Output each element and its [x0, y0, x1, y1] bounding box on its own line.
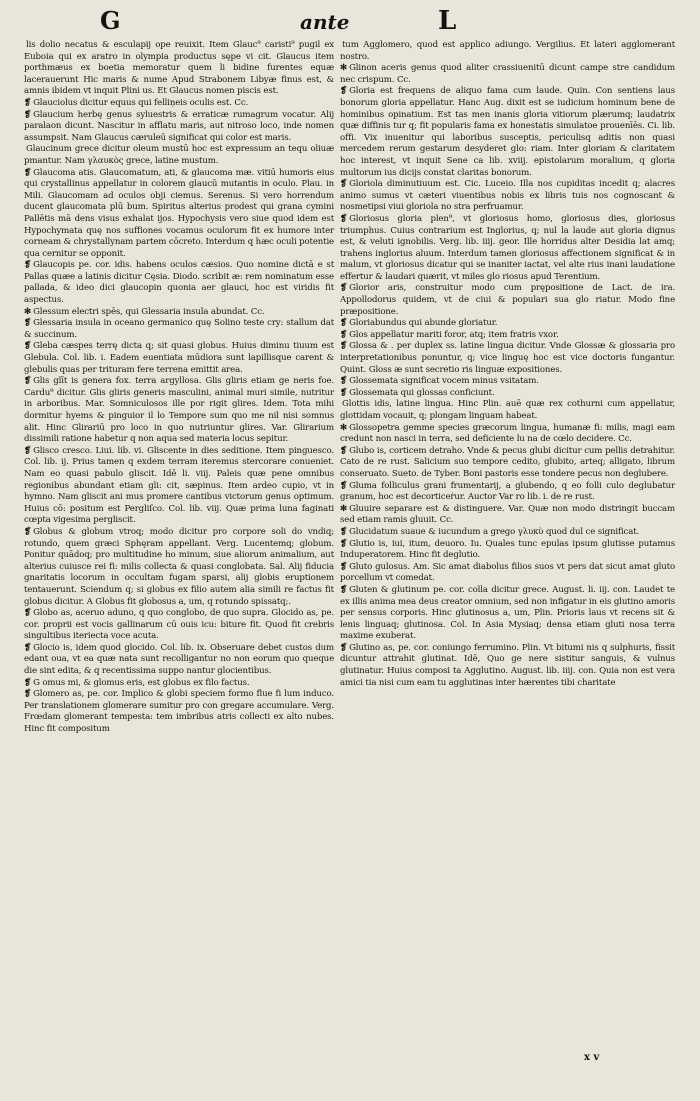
- entry-text: Globo as, aceruo aduno, q quo conglobo, de quo supra. Glocido as, pe. cor. proprii est vocis gallinarum cū ouis icu: biture fit. Quod fit crebris singultibus iteriecta voce acuta.: [24, 608, 334, 642]
- dictionary-entry: [24, 40, 334, 98]
- dictionary-entry: [340, 40, 675, 63]
- entry-text: Glisco cresco. Liui. lib. vi. Gliscente in dies seditione. Item pinguesco. Col. lib. ij. Prius tamen q exdem terram iteremus stercorare conueniet. Nam eo quasi pabulo gliscit. Idē li. viij. Paleis quæ pene omnibus regionibus abundant etiam gli: cit, sæpinus. Item ardeo cupio, vt in hymno. Nam gliscit ani mus promere cantibus victorum genus optimum. Huius cō: positum est Pergliſco. Col. lib. viij. Quæ prima luna faginati cœpta vigesima pergliscit.: [24, 445, 334, 526]
- dictionary-entry: [340, 283, 675, 318]
- pilcrow-mark-icon: ❡: [24, 318, 32, 329]
- entry-text: Glessaria insula in oceano germanico quę Solino teste cry: stallum dat & succinum.: [24, 318, 334, 340]
- entry-text: Globus & globum vtroq; modo dicitur pro corpore soli do vndiq; rotundo, quem græci Sphęram appellant. Verg. Lucentemq; globum. Ponitur quādoq; pro multitudine ho minum, siue aliorum animalium, aut alterius cuiusce rei fi: milis collecta & quasi conglobata. Sal. Alij fiducia gnaritatis locorum in occultam fugam sparsi, alij globis eruptionem tentauerunt. Sciendum q; si globus ex filio autem alia simili re factus fit globus dicitur. A Globus fit globosus a, um, q rotundo spissatq;.: [24, 526, 334, 607]
- entry-text: Gleba cæspes terrę dicta q; sit quasi globus. Huius diminu tiuum est Glebula. Col. lib. i. Eadem euentiata mūdiora sunt lapillisque carent & glebulis quas per trituram fere terrena emittit area.: [24, 341, 334, 375]
- dictionary-entry: [24, 318, 334, 341]
- pilcrow-mark-icon: ❡: [340, 538, 348, 549]
- dictionary-entry: [340, 376, 675, 388]
- pilcrow-mark-icon: ❡: [340, 213, 348, 224]
- header-running-word: ante: [300, 10, 350, 34]
- entry-text: Gloria est frequens de aliquo fama cum laude. Quin. Con sentiens laus bonorum gloria appellatur. Hanc Aug. dixit est se iudicium hominum bene de hominibus opinatium. Est tas men inanis gloria vitiorum plærumq; laudatrix quæ diffinis tur q; fit popularis fama ex honestatis simulatoe prouenīēs. Ci. lib. offi. Vix inuenitur qui laboribus susceptis, periculisq aditis non quasi mercedem rerum gestarum desyderet glo: riam. Inter gloriam & claritatem hoc interest, vt inquit Sene ca lib. xviij. epistolarum moralium, q gloria multorum ius dicijs constat claritas bonorum.: [340, 86, 675, 178]
- entry-text: Gluto gulosus. Am. Sic amat diabolus filios suos vt pers dat sicut amat gluto porcellum vt comedat.: [340, 561, 675, 584]
- entry-text: tum Agglomero, quod est applico adiungo. Vergilius. Et lateri agglomerant nostro.: [340, 40, 675, 62]
- pilcrow-mark-icon: ❡: [340, 642, 348, 653]
- entry-text: Glottis idis, latine lingua. Hinc Plin. auē quæ rex cothurni cum appellatur, glottidam vocauit, q; plongam linguam habeat.: [340, 399, 675, 421]
- entry-text: Glos appellatur mariti foror, atq; item fratris vxor.: [349, 329, 559, 340]
- dictionary-entry: [340, 562, 675, 585]
- dictionary-entry: [340, 330, 675, 342]
- pilcrow-mark-icon: ❡: [340, 318, 348, 329]
- dictionary-entry: [24, 376, 334, 446]
- entry-text: G omus mi, & glomus eris, est globus ex filo factus.: [33, 677, 250, 688]
- dictionary-entry: [24, 678, 334, 690]
- entry-text: Glutino as, pe. cor. coniungo ferrumino. Plin. Vt bitumi nis q sulphuris, fissit dicuntur attrahit glutinat. Idē, Quo ge nere sistitur sanguis, & vulnus glutinatur. Huius composi ta Agglutino. August. lib. iiij. con. Quia non est vera amici tia nisi cum eam tu agglutinas inter hærentes tibi charitate: [340, 642, 675, 688]
- entry-text: Glis glīt is genera fox. terra argyllosa. Glis gliris etiam ge neris foe. Cardu⁹ dicitur. Glis gliris generis masculini, animal muri simile, nutritur in arboribus. Mar. Somniculosos ille por rigit glires. Idem. Tota mihi dormitur hyems & pinguior il lo Tempore sum quo me nil nisi somnus alit. Hinc Glirariū pro loco in quo nutriuntur glires. Var. Glirarium dissimili ratione habetur q non aqua sed materia locus sepitur.: [24, 376, 334, 445]
- entry-text: Gloriola diminutiuum est. Cic. Luceio. Illa nos cupiditas incedit q; alacres animo sumus vt cæteri viuentibus nobis ex libris tuis nos cognoscant & nosmetipsi viui gloriola no stra perfruamur.: [340, 179, 675, 213]
- pilcrow-mark-icon: ❡: [24, 445, 32, 456]
- dictionary-entry: [24, 341, 334, 376]
- pilcrow-mark-icon: ❡: [340, 445, 348, 456]
- pilcrow-mark-icon: ❡: [340, 341, 348, 352]
- left-column: [24, 40, 334, 736]
- pilcrow-mark-icon: ❡: [24, 167, 32, 178]
- entry-text: lis dolio necatus & esculapij ope reuixit. Item Glauc⁹ caristi⁹ pugil ex Euboia qui ex aratro in olympia productus sępe vi cit. Glaucus item porthmæus ex boetia memoratur quem li bidine furentes equæ lacerauerunt Hic maris & nume Apud Strabonem Libyæ finus est, & amnis ibidem vt inquit Plini us. Et Glaucus nomen piscis est.: [24, 40, 334, 97]
- entry-text: Glossopetra gemme species græcorum lingua, humanæ fi: milis, magi eam credunt non nasci in terra, sed deficiente lu na de cœlo decidere. Cc.: [340, 422, 675, 445]
- dictionary-entry: [340, 423, 675, 446]
- pilcrow-mark-icon: ❡: [24, 677, 32, 688]
- pilcrow-mark-icon: ❡: [340, 376, 348, 387]
- entry-text: Glessum electri spēs, qui Glessaria insula abundat. Cc.: [33, 306, 265, 317]
- dictionary-entry: [24, 110, 334, 145]
- dictionary-entry: [340, 539, 675, 562]
- entry-text: Glossa & . per duplex ss. latine lingua dicitur. Vnde Glossæ & glossaria pro interpretationibus ponuntur, q; vice linguę hoc est vice doctoris fungantur. Quint. Gloss æ sunt secretio ris linguæ expositiones.: [340, 341, 675, 375]
- pilcrow-mark-icon: ❡: [24, 341, 32, 352]
- dictionary-entry: [340, 643, 675, 689]
- pilcrow-mark-icon: ✻: [24, 306, 32, 317]
- pilcrow-mark-icon: ❡: [340, 480, 348, 491]
- dictionary-entry: [340, 527, 675, 539]
- entry-text: Gloriabundus qui abunde gloriatur.: [349, 318, 498, 329]
- entry-text: Glucidatum suaue & iucundum a grego γλυκὺ quod dul ce significat.: [349, 526, 640, 537]
- dictionary-entry: [24, 260, 334, 306]
- pilcrow-mark-icon: ❡: [24, 608, 32, 619]
- dictionary-entry: [340, 63, 675, 86]
- entry-text: Glossemata significat vocem minus vsitatam.: [349, 376, 539, 387]
- entry-text: Glinon aceris genus quod aliter crassiuenitū dicunt campe stre candidum nec crispum. Cc.: [340, 63, 675, 85]
- signature-mark: x v: [584, 1052, 600, 1063]
- pilcrow-mark-icon: ❡: [24, 526, 32, 537]
- pilcrow-mark-icon: ✻: [340, 422, 348, 433]
- dictionary-entry: [24, 98, 334, 110]
- dictionary-entry: [340, 318, 675, 330]
- dictionary-entry: [340, 341, 675, 376]
- dictionary-entry: [24, 608, 334, 643]
- pilcrow-mark-icon: ❡: [24, 97, 32, 108]
- entry-text: Glocio is, idem quod glocido. Col. lib. ix. Obseruare debet custos dum edant oua, vt ea quæ nata sunt recolligantur no non eorum quo queque die sint edita, & q recentissima suppo nantur glocientibus.: [24, 642, 334, 677]
- entry-text: Glutio is, iui, itum, deuoro. Iu. Quales tunc epulas ipsum glutisse putamus Induperatorem. Hinc fit deglutio.: [340, 538, 675, 561]
- dictionary-entry: [340, 585, 675, 643]
- dictionary-entry: [340, 446, 675, 481]
- entry-text: Gluten & glutinum pe. cor. colla dicitur grece. August. li. iij. con. Laudet te ex illis anima mea deus creator omnium, sed non infigatur in eis glutino amoris per sensus corporis. Hinc glutinosus a, um, Plin. Prioris laus vt recens sit & lenis linguaq; glutinosa. Col. In Asia Mysiaq; densa etiam gluti nosa terra maxime exuberat.: [340, 584, 675, 642]
- dictionary-entry: [340, 388, 675, 400]
- dictionary-entry: [340, 399, 675, 422]
- dictionary-entry: [24, 446, 334, 527]
- dictionary-entry: [24, 168, 334, 261]
- pilcrow-mark-icon: ❡: [340, 329, 348, 340]
- entry-text: Glubo is, corticem detraho. Vnde & pecus glubi dicitur cum pellis detrahitur. Cato de re rust. Salicium suo tempore cedito, glubito, arteq; alligato, librum conseruato. Sueto. de Tyber. Boni pastoris esse tondere pecus non deglubere.: [340, 445, 675, 479]
- pilcrow-mark-icon: ❡: [24, 689, 32, 700]
- pilcrow-mark-icon: ❡: [24, 642, 32, 653]
- dictionary-entry: [24, 307, 334, 319]
- pilcrow-mark-icon: ❡: [340, 584, 348, 595]
- dictionary-entry: [24, 689, 334, 735]
- dictionary-entry: [340, 179, 675, 214]
- pilcrow-mark-icon: ❡: [340, 179, 348, 190]
- pilcrow-mark-icon: ❡: [340, 86, 348, 97]
- entry-text: Gluuire separare est & distinguere. Var. Quæ non modo distringit buccam sed etiam ramis gluuit. Cc.: [340, 503, 675, 526]
- header-letter-right: L: [438, 6, 457, 36]
- entry-text: Gloriosus gloria plen⁹, vt gloriosus homo, gloriosus dies, gloriosus triumphus. Cuius contrarium est Inglorius, q; nul la laude aut gloria dignus est, & veluti ignobilis. Verg. lib. iiij. geor. Ille horridus alter Desidia lat amq; trahens inglorius aluum. Interdum tamen gloriosus affectionem significat & in malum, vt gloriosus dicatur qui se inaniter iactat, vel alte rius inani laudatione effertur & laudari quærit, vt miles glo riosus apud Terentium.: [340, 213, 675, 282]
- pilcrow-mark-icon: ❡: [340, 526, 348, 537]
- pilcrow-mark-icon: ✻: [340, 63, 348, 74]
- pilcrow-mark-icon: ❡: [340, 283, 348, 294]
- entry-text: Gluma folliculus grani frumentarij, a glubendo, q eo folli culo deglubatur granum, hoc est decorticeṙur. Auctor Var ro lib. i. de re rust.: [340, 480, 675, 503]
- pilcrow-mark-icon: ❡: [340, 561, 348, 572]
- dictionary-entry: [24, 144, 334, 167]
- entry-text: Glaucopis pe. cor. idis. habens oculos cæsios. Quo nomine dictā e st Pallas quæe a latinis dicitur Cęsia. Diodo. scribit æ: rem nominatum esse pallada, & ideo dici glaucopin quonia aer glauci, hoc est viridis fit aspectus.: [24, 260, 334, 306]
- dictionary-entry: [340, 214, 675, 284]
- entry-text: Glaucinum grece dicitur oleum mustū hoc est expressum an tequ oliuæ pmantur. Nam γλαυκὸς grece, latine mustum.: [24, 144, 334, 166]
- header-letter-left: G: [100, 6, 121, 35]
- pilcrow-mark-icon: ❡: [24, 109, 32, 120]
- entry-text: Glaucoma atis. Glaucomatum, ati, & glaucoma mæ. vitiū humoris eius qui crystallinus appellatur in colorem glaucū mutantis in oculo. Plau. in Mili. Glaucomam ad oculos obji ciemus. Serenus. Si vero horrendum ducent glaucomata plū bum. Spiritus alterius prodest qui grana cymini Pallētis mā dens visus exhalat ijos. Hypochysis vero siue quod idem est Hypochymata quę nos suffiones vocamus oculorum fit ex humore inter corneam & chrystallynam partem cōcreto. Interdum q hæc oculi potentie qua cernitur se opponit.: [24, 167, 334, 259]
- dictionary-entry: [24, 527, 334, 608]
- entry-text: Glaucium herbę genus syluestris & erraticæ rumagrum vocatur. Alij paralaon dicunt. Nascitur in afflatu maris, aut nitroso loco, inde nomen assumpsit. Nam Glaucus cæruleū significat qui color est maris.: [24, 109, 334, 143]
- pilcrow-mark-icon: ✻: [340, 503, 348, 514]
- right-column: [340, 40, 675, 689]
- dictionary-entry: [340, 481, 675, 504]
- pilcrow-mark-icon: ❡: [340, 387, 348, 398]
- entry-text: Glossemata qui glossas conficiunt.: [349, 387, 495, 398]
- entry-text: Glorior aris, construitur modo cum prępositione de Lact. de ira. Appollodorus quidem, vt de ciui & populari sua glo riatur. Modo fine præpositione.: [340, 283, 675, 317]
- dictionary-entry: [340, 86, 675, 179]
- dictionary-entry: [24, 643, 334, 678]
- pilcrow-mark-icon: ❡: [24, 260, 32, 271]
- entry-text: Glauciolus dicitur equus qui felliņeis oculis est. Cc.: [33, 97, 249, 108]
- pilcrow-mark-icon: ❡: [24, 376, 32, 387]
- entry-text: Glomero as, pe. cor. Implico & globi speciem formo flue fi lum induco. Per translationem glomerare sumitur pro con gregare accumulare. Verg. Frœdam glomerant tempesta: tem imbribus atris collecti ex alto nubes. Hinc fit compositum: [24, 689, 334, 735]
- dictionary-entry: [340, 504, 675, 527]
